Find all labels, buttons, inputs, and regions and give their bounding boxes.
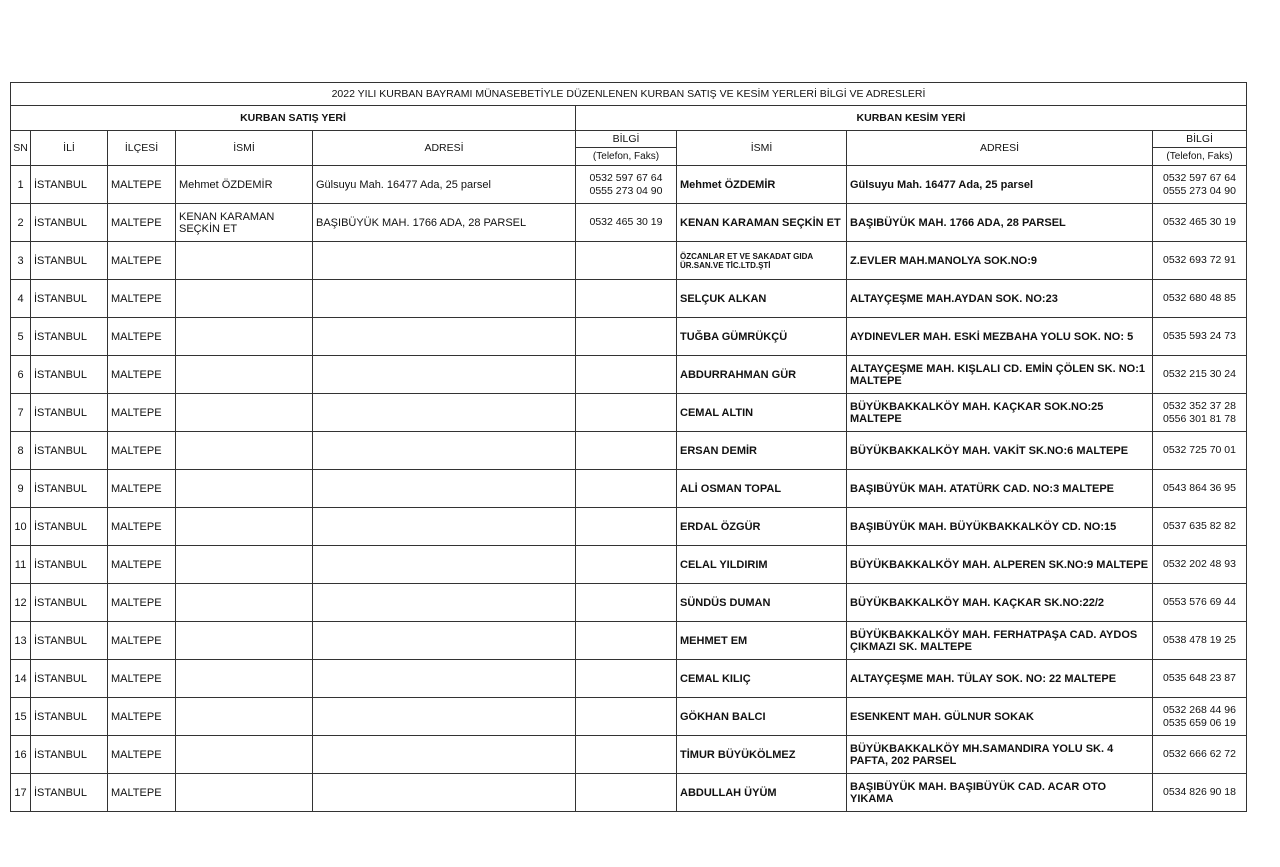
- table-row: [11, 204, 1247, 242]
- kesim-phone-2: 0556 301 81 78: [1163, 412, 1236, 425]
- kesim-phone-1: 0537 635 82 82: [1163, 520, 1236, 532]
- cell-kesim-adres: AYDINEVLER MAH. ESKİ MEZBAHA YOLU SOK. NO: 5: [847, 318, 1153, 356]
- kesim-phone-1: 0532 666 62 72: [1163, 748, 1236, 760]
- cell-il: İSTANBUL: [31, 242, 108, 280]
- cell-ilce: MALTEPE: [108, 432, 176, 470]
- cell-sn: 3: [11, 242, 31, 280]
- kesim-phone-1: 0534 826 90 18: [1163, 786, 1236, 798]
- cell-ilce: MALTEPE: [108, 394, 176, 432]
- cell-il: İSTANBUL: [31, 204, 108, 242]
- cell-kesim-adres: ALTAYÇEŞME MAH.AYDAN SOK. NO:23: [847, 280, 1153, 318]
- cell-sn: 13: [11, 622, 31, 660]
- cell-sn: 5: [11, 318, 31, 356]
- cell-satis-isim: [176, 356, 313, 394]
- cell-satis-adres: [313, 660, 576, 698]
- cell-satis-isim: [176, 432, 313, 470]
- cell-ilce: MALTEPE: [108, 546, 176, 584]
- cell-kesim-isim: SELÇUK ALKAN: [677, 280, 847, 318]
- cell-satis-isim: [176, 584, 313, 622]
- cell-ilce: MALTEPE: [108, 698, 176, 736]
- cell-kesim-bilgi: [1153, 318, 1247, 356]
- cell-sn: 6: [11, 356, 31, 394]
- cell-satis-isim: [176, 546, 313, 584]
- table-row: [11, 432, 1247, 470]
- cell-ilce: MALTEPE: [108, 660, 176, 698]
- kesim-phone-2: 0535 659 06 19: [1163, 716, 1236, 729]
- cell-satis-bilgi: [576, 470, 677, 508]
- cell-kesim-bilgi: [1153, 204, 1247, 242]
- cell-kesim-adres: ESENKENT MAH. GÜLNUR SOKAK: [847, 698, 1153, 736]
- kesim-phone-1: 0532 693 72 91: [1163, 254, 1236, 266]
- cell-satis-adres: [313, 736, 576, 774]
- section-kurban-satis: KURBAN SATIŞ YERİ: [11, 106, 576, 131]
- section-kurban-kesim: KURBAN KESİM YERİ: [576, 106, 1247, 131]
- cell-satis-bilgi: [576, 394, 677, 432]
- table-row: [11, 584, 1247, 622]
- cell-ilce: MALTEPE: [108, 774, 176, 812]
- cell-ilce: MALTEPE: [108, 356, 176, 394]
- header-ilce: İLÇESİ: [108, 131, 176, 166]
- cell-ilce: MALTEPE: [108, 204, 176, 242]
- cell-kesim-isim: ERSAN DEMİR: [677, 432, 847, 470]
- header-satis-adres: ADRESİ: [313, 131, 576, 166]
- cell-kesim-isim: ALİ OSMAN TOPAL: [677, 470, 847, 508]
- cell-satis-adres: BAŞIBÜYÜK MAH. 1766 ADA, 28 PARSEL: [313, 204, 576, 242]
- kesim-phone-1: 0532 597 67 64: [1163, 171, 1236, 184]
- cell-il: İSTANBUL: [31, 470, 108, 508]
- cell-il: İSTANBUL: [31, 622, 108, 660]
- kesim-phone-1: 0532 352 37 28: [1163, 399, 1236, 412]
- kesim-phone-1: 0532 465 30 19: [1163, 216, 1236, 228]
- cell-kesim-isim: Mehmet ÖZDEMİR: [677, 166, 847, 204]
- cell-satis-isim: [176, 242, 313, 280]
- cell-kesim-isim: ERDAL ÖZGÜR: [677, 508, 847, 546]
- cell-il: İSTANBUL: [31, 394, 108, 432]
- kesim-phone-1: 0535 593 24 73: [1163, 330, 1236, 342]
- cell-sn: 2: [11, 204, 31, 242]
- cell-kesim-adres: BAŞIBÜYÜK MAH. BAŞIBÜYÜK CAD. ACAR OTO YIKAMA: [847, 774, 1153, 812]
- cell-kesim-bilgi: [1153, 356, 1247, 394]
- cell-sn: 15: [11, 698, 31, 736]
- cell-satis-bilgi: [576, 166, 677, 204]
- table-row: [11, 622, 1247, 660]
- cell-il: İSTANBUL: [31, 584, 108, 622]
- cell-satis-isim: Mehmet ÖZDEMİR: [176, 166, 313, 204]
- header-kesim-isim: İSMİ: [677, 131, 847, 166]
- header-satis-isim: İSMİ: [176, 131, 313, 166]
- cell-kesim-bilgi: [1153, 394, 1247, 432]
- cell-satis-bilgi: [576, 318, 677, 356]
- table-row: [11, 394, 1247, 432]
- cell-kesim-isim: SÜNDÜS DUMAN: [677, 584, 847, 622]
- cell-kesim-isim: KENAN KARAMAN SEÇKİN ET: [677, 204, 847, 242]
- cell-satis-bilgi: [576, 280, 677, 318]
- cell-il: İSTANBUL: [31, 774, 108, 812]
- cell-satis-bilgi: [576, 204, 677, 242]
- cell-satis-bilgi: [576, 546, 677, 584]
- cell-kesim-bilgi: [1153, 698, 1247, 736]
- cell-kesim-isim: ABDURRAHMAN GÜR: [677, 356, 847, 394]
- cell-sn: 4: [11, 280, 31, 318]
- kesim-phone-1: 0538 478 19 25: [1163, 634, 1236, 646]
- cell-satis-isim: [176, 774, 313, 812]
- cell-kesim-adres: BAŞIBÜYÜK MAH. BÜYÜKBAKKALKÖY CD. NO:15: [847, 508, 1153, 546]
- cell-satis-adres: [313, 508, 576, 546]
- cell-satis-adres: [313, 318, 576, 356]
- cell-ilce: MALTEPE: [108, 280, 176, 318]
- cell-il: İSTANBUL: [31, 356, 108, 394]
- cell-satis-adres: [313, 774, 576, 812]
- cell-satis-adres: [313, 356, 576, 394]
- cell-satis-bilgi: [576, 698, 677, 736]
- cell-kesim-isim: TUĞBA GÜMRÜKÇÜ: [677, 318, 847, 356]
- header-satis-bilgi: BİLGİ: [576, 131, 677, 148]
- cell-kesim-isim: CEMAL ALTIN: [677, 394, 847, 432]
- cell-satis-adres: [313, 394, 576, 432]
- header-sn: SN: [11, 131, 31, 166]
- cell-satis-bilgi: [576, 660, 677, 698]
- cell-kesim-adres: BÜYÜKBAKKALKÖY MAH. KAÇKAR SK.NO:22/2: [847, 584, 1153, 622]
- cell-kesim-isim: TİMUR BÜYÜKÖLMEZ: [677, 736, 847, 774]
- cell-ilce: MALTEPE: [108, 166, 176, 204]
- table-row: [11, 508, 1247, 546]
- kesim-phone-1: 0532 725 70 01: [1163, 444, 1236, 456]
- cell-satis-bilgi: [576, 242, 677, 280]
- kesim-phone-1: 0535 648 23 87: [1163, 672, 1236, 684]
- cell-kesim-bilgi: [1153, 774, 1247, 812]
- cell-kesim-adres: BÜYÜKBAKKALKÖY MAH. ALPEREN SK.NO:9 MALTEPE: [847, 546, 1153, 584]
- cell-kesim-adres: BÜYÜKBAKKALKÖY MAH. VAKİT SK.NO:6 MALTEPE: [847, 432, 1153, 470]
- cell-ilce: MALTEPE: [108, 584, 176, 622]
- cell-kesim-isim: MEHMET EM: [677, 622, 847, 660]
- cell-satis-bilgi: [576, 736, 677, 774]
- cell-kesim-adres: BÜYÜKBAKKALKÖY MAH. FERHATPAŞA CAD. AYDOS ÇIKMAZI SK. MALTEPE: [847, 622, 1153, 660]
- cell-kesim-adres: Z.EVLER MAH.MANOLYA SOK.NO:9: [847, 242, 1153, 280]
- cell-satis-adres: [313, 584, 576, 622]
- cell-satis-isim: [176, 280, 313, 318]
- cell-sn: 16: [11, 736, 31, 774]
- cell-il: İSTANBUL: [31, 546, 108, 584]
- kurban-table: [10, 82, 1247, 812]
- document: [10, 82, 1247, 812]
- cell-satis-bilgi: [576, 584, 677, 622]
- table-row: [11, 546, 1247, 584]
- cell-sn: 9: [11, 470, 31, 508]
- table-row: [11, 166, 1247, 204]
- cell-ilce: MALTEPE: [108, 508, 176, 546]
- kesim-phone-1: 0532 680 48 85: [1163, 292, 1236, 304]
- cell-satis-adres: [313, 280, 576, 318]
- table-row: [11, 356, 1247, 394]
- table-row: [11, 774, 1247, 812]
- satis-phone-1: 0532 465 30 19: [589, 216, 663, 228]
- cell-satis-isim: [176, 660, 313, 698]
- cell-satis-adres: [313, 432, 576, 470]
- cell-satis-isim: [176, 394, 313, 432]
- cell-satis-bilgi: [576, 356, 677, 394]
- header-kesim-adres: ADRESİ: [847, 131, 1153, 166]
- cell-kesim-adres: ALTAYÇEŞME MAH. KIŞLALI CD. EMİN ÇÖLEN SK. NO:1 MALTEPE: [847, 356, 1153, 394]
- cell-il: İSTANBUL: [31, 318, 108, 356]
- cell-il: İSTANBUL: [31, 166, 108, 204]
- header-kesim-bilgi-sub: (Telefon, Faks): [1153, 148, 1247, 166]
- cell-sn: 11: [11, 546, 31, 584]
- table-row: [11, 660, 1247, 698]
- cell-il: İSTANBUL: [31, 432, 108, 470]
- cell-satis-adres: [313, 470, 576, 508]
- cell-sn: 1: [11, 166, 31, 204]
- cell-satis-isim: [176, 698, 313, 736]
- cell-ilce: MALTEPE: [108, 318, 176, 356]
- satis-phone-2: 0555 273 04 90: [589, 184, 663, 197]
- satis-phone-1: 0532 597 67 64: [589, 171, 663, 184]
- kesim-phone-1: 0543 864 36 95: [1163, 482, 1236, 494]
- cell-kesim-bilgi: [1153, 242, 1247, 280]
- cell-sn: 17: [11, 774, 31, 812]
- kesim-phone-1: 0553 576 69 44: [1163, 596, 1236, 608]
- cell-satis-bilgi: [576, 622, 677, 660]
- header-il: İLİ: [31, 131, 108, 166]
- header-satis-bilgi-sub: (Telefon, Faks): [576, 148, 677, 166]
- table-row: [11, 698, 1247, 736]
- cell-ilce: MALTEPE: [108, 470, 176, 508]
- table-row: [11, 736, 1247, 774]
- cell-satis-bilgi: [576, 432, 677, 470]
- cell-il: İSTANBUL: [31, 508, 108, 546]
- cell-satis-adres: [313, 546, 576, 584]
- cell-satis-bilgi: [576, 774, 677, 812]
- cell-kesim-isim: ABDULLAH ÜYÜM: [677, 774, 847, 812]
- cell-kesim-bilgi: [1153, 470, 1247, 508]
- cell-sn: 10: [11, 508, 31, 546]
- cell-ilce: MALTEPE: [108, 622, 176, 660]
- cell-kesim-adres: ALTAYÇEŞME MAH. TÜLAY SOK. NO: 22 MALTEPE: [847, 660, 1153, 698]
- cell-kesim-bilgi: [1153, 660, 1247, 698]
- table-row: [11, 318, 1247, 356]
- cell-satis-adres: [313, 242, 576, 280]
- cell-satis-adres: [313, 698, 576, 736]
- cell-kesim-bilgi: [1153, 622, 1247, 660]
- cell-kesim-bilgi: [1153, 508, 1247, 546]
- cell-il: İSTANBUL: [31, 736, 108, 774]
- kesim-phone-1: 0532 202 48 93: [1163, 558, 1236, 570]
- cell-kesim-isim: CEMAL KILIÇ: [677, 660, 847, 698]
- kesim-phone-1: 0532 215 30 24: [1163, 368, 1236, 380]
- table-row: [11, 242, 1247, 280]
- table-row: [11, 280, 1247, 318]
- cell-satis-isim: [176, 508, 313, 546]
- cell-kesim-isim: ÖZCANLAR ET VE SAKADAT GIDA ÜR.SAN.VE TİC.LTD.ŞTİ: [677, 242, 847, 280]
- cell-ilce: MALTEPE: [108, 242, 176, 280]
- cell-ilce: MALTEPE: [108, 736, 176, 774]
- table-row: [11, 470, 1247, 508]
- cell-sn: 8: [11, 432, 31, 470]
- cell-il: İSTANBUL: [31, 660, 108, 698]
- cell-satis-isim: [176, 470, 313, 508]
- cell-satis-adres: [313, 622, 576, 660]
- cell-satis-adres: Gülsuyu Mah. 16477 Ada, 25 parsel: [313, 166, 576, 204]
- cell-kesim-adres: BAŞIBÜYÜK MAH. ATATÜRK CAD. NO:3 MALTEPE: [847, 470, 1153, 508]
- cell-kesim-bilgi: [1153, 280, 1247, 318]
- cell-il: İSTANBUL: [31, 280, 108, 318]
- kesim-phone-2: 0555 273 04 90: [1163, 184, 1236, 197]
- cell-sn: 7: [11, 394, 31, 432]
- document-title: 2022 YILI KURBAN BAYRAMI MÜNASEBETİYLE DÜZENLENEN KURBAN SATIŞ VE KESİM YERLERİ BİLGİ VE ADRESLERİ: [11, 83, 1247, 106]
- cell-kesim-adres: BÜYÜKBAKKALKÖY MAH. KAÇKAR SOK.NO:25 MALTEPE: [847, 394, 1153, 432]
- cell-kesim-adres: BÜYÜKBAKKALKÖY MH.SAMANDIRA YOLU SK. 4 PAFTA, 202 PARSEL: [847, 736, 1153, 774]
- cell-sn: 12: [11, 584, 31, 622]
- cell-kesim-bilgi: [1153, 546, 1247, 584]
- cell-kesim-bilgi: [1153, 166, 1247, 204]
- cell-satis-bilgi: [576, 508, 677, 546]
- header-kesim-bilgi: BİLGİ: [1153, 131, 1247, 148]
- cell-satis-isim: KENAN KARAMAN SEÇKİN ET: [176, 204, 313, 242]
- cell-kesim-bilgi: [1153, 432, 1247, 470]
- cell-kesim-isim: GÖKHAN BALCI: [677, 698, 847, 736]
- cell-kesim-bilgi: [1153, 736, 1247, 774]
- cell-kesim-adres: BAŞIBÜYÜK MAH. 1766 ADA, 28 PARSEL: [847, 204, 1153, 242]
- cell-il: İSTANBUL: [31, 698, 108, 736]
- cell-sn: 14: [11, 660, 31, 698]
- cell-satis-isim: [176, 318, 313, 356]
- kesim-phone-1: 0532 268 44 96: [1163, 703, 1236, 716]
- cell-kesim-adres: Gülsuyu Mah. 16477 Ada, 25 parsel: [847, 166, 1153, 204]
- cell-kesim-isim: CELAL YILDIRIM: [677, 546, 847, 584]
- cell-kesim-bilgi: [1153, 584, 1247, 622]
- cell-satis-isim: [176, 622, 313, 660]
- cell-satis-isim: [176, 736, 313, 774]
